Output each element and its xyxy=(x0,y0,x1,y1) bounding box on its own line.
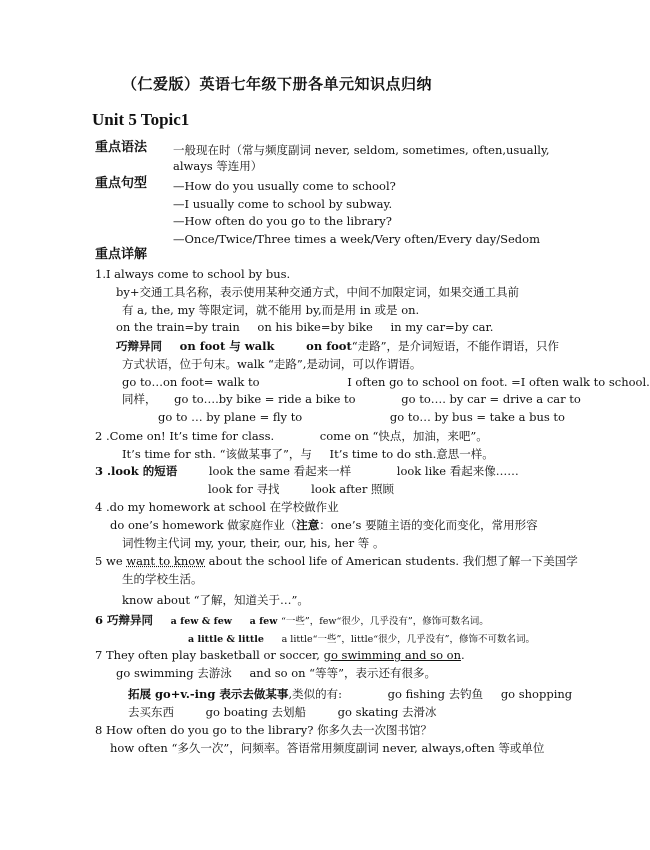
phrase-text: look after 照顾 xyxy=(311,482,394,496)
point-label: 3 .look 的短语 xyxy=(95,464,178,478)
point-5-line-2: 生的学校生活。 xyxy=(122,572,203,586)
key-phrase: want to know xyxy=(126,554,206,568)
compare-terms: a few & few xyxy=(170,616,232,627)
point-label: 6 巧辩异同 xyxy=(95,613,154,627)
key-phrase: go swimming and so on xyxy=(323,648,461,662)
compare-term: on foot xyxy=(306,339,352,353)
compare-text: a little“一些”，little“很少，几乎没有”，修饰不可数名词。 xyxy=(281,634,535,645)
phrase-text: go skating 去滑冰 xyxy=(337,705,437,719)
point-7-line-2 xyxy=(116,665,436,681)
point-7-line-1 xyxy=(95,647,465,663)
compare-text: “一些”，few“很少，几乎没有”，修饰可数名词。 xyxy=(281,616,489,627)
point-6-line-1 xyxy=(95,612,489,630)
extension-text: ,类似的有: xyxy=(288,687,342,701)
phrase-text: look for 寻找 xyxy=(208,482,280,496)
go-by-bike-line xyxy=(122,391,581,407)
point-2-line-1 xyxy=(95,428,488,444)
document-title: （仁爱版）英语七年级下册各单元知识点归纳 xyxy=(122,75,433,93)
point-1-examples xyxy=(116,319,493,335)
point-4-line-1: 4 .do my homework at school 在学校做作业 xyxy=(95,500,339,514)
details-heading: 重点详解 xyxy=(95,247,148,262)
compare-on-foot-walk xyxy=(116,338,559,354)
phrase-text: go fishing 去钓鱼 xyxy=(387,687,484,701)
explanation-text: ：one’s 要随主语的变化而变化，常用形容 xyxy=(319,518,538,532)
point-3-line-2 xyxy=(208,481,394,497)
phrase-text: go to… by bus = take a bus to xyxy=(389,410,565,424)
phrase-text: go boating 去划船 xyxy=(205,705,306,719)
point-5-line-3: know about “了解，知道关于…”。 xyxy=(122,593,309,607)
grammar-line-2: always 等连用） xyxy=(173,159,263,173)
example-text: in my car=by car. xyxy=(390,320,494,334)
point-2-line-2 xyxy=(122,446,494,462)
example-text: on his bike=by bike xyxy=(257,320,373,334)
phrase-text: look like 看起来像…… xyxy=(396,464,519,478)
sentence-item: —How do you usually come to school? xyxy=(173,179,396,193)
explanation-text: come on “快点，加油，来吧”。 xyxy=(319,429,488,443)
point-3-line-1 xyxy=(95,463,519,479)
point-7-extension xyxy=(128,686,572,702)
phrase-text: go swimming 去游泳 xyxy=(116,666,232,680)
point-6-line-2 xyxy=(188,630,535,648)
sentence-text: . xyxy=(460,648,465,662)
sentence-text: 7 They often play basketball or soccer, xyxy=(95,648,324,662)
explanation-text: do one’s homework 做家庭作业（ xyxy=(110,518,297,532)
sentence-item: —I usually come to school by subway. xyxy=(173,197,393,211)
phrase-text: go to…. by car = drive a car to xyxy=(401,392,581,406)
phrase-text: go to … by plane = fly to xyxy=(158,410,303,424)
phrase-text: look the same 看起来一样 xyxy=(208,464,352,478)
compare-term: a few xyxy=(249,616,278,627)
compare-line-2: 方式状语，位于句末。walk “走路”,是动词，可以作谓语。 xyxy=(122,357,422,371)
synonym-label: 同样， xyxy=(122,392,157,406)
compare-text: “走路”，是介词短语，不能作谓语，只作 xyxy=(351,339,560,353)
explanation-text: It’s time to do sth.意思一样。 xyxy=(329,447,494,461)
note-label: 注意 xyxy=(296,518,320,532)
point-1-line-2: by+交通工具名称，表示使用某种交通方式，中间不加限定词，如果交通工具前 xyxy=(116,285,519,299)
sentence-item: —Once/Twice/Three times a week/Very often/Every day/Sedom xyxy=(173,232,540,246)
sentences-heading: 重点句型 xyxy=(95,176,148,191)
compare-terms: on foot 与 walk xyxy=(179,339,275,353)
point-1-line-3: 有 a, the, my 等限定词，就不能用 by,而是用 in 或是 on. xyxy=(122,303,420,317)
sentence-text: about the school life of American students. 我们想了解一下美国学 xyxy=(205,554,578,568)
point-4-line-2 xyxy=(110,517,538,533)
phrase-text: go shopping xyxy=(500,687,573,701)
compare-terms: a little & little xyxy=(188,634,264,645)
phrase-text: go to….by bike = ride a bike to xyxy=(174,392,356,406)
sentence-item: —How often do you go to the library? xyxy=(173,214,392,228)
point-7-extension-line-2 xyxy=(128,704,437,720)
point-8-line-1: 8 How often do you go to the library? 你多久去一次图书馆？ xyxy=(95,723,433,737)
sentence-text: 2 .Come on! It’s time for class. xyxy=(95,429,275,443)
phrase-text: 去买东西 xyxy=(128,705,174,719)
phrase-text: go to…on foot= walk to xyxy=(122,375,260,389)
point-4-line-3: 词性物主代词 my, your, their, our, his, her 等 。 xyxy=(122,536,385,550)
go-on-foot-line xyxy=(122,374,650,390)
unit-heading: Unit 5 Topic1 xyxy=(92,110,190,129)
example-text: on the train=by train xyxy=(116,320,240,334)
explanation-text: and so on “等等”，表示还有很多。 xyxy=(249,666,436,680)
point-5-line-1 xyxy=(95,553,578,569)
sentence-text: 5 we xyxy=(95,554,127,568)
point-8-line-2: how often “多久一次”，问频率。答语常用频度副词 never, always,often 等或单位 xyxy=(110,741,545,755)
grammar-line-1: 一般现在时（常与频度副词 never, seldom, sometimes, often,usually, xyxy=(173,143,550,157)
extension-label: 拓展 go+v.-ing 表示去做某事 xyxy=(128,687,289,701)
compare-label: 巧辩异同 xyxy=(116,339,162,353)
explanation-text: It’s time for sth. “该做某事了”，与 xyxy=(122,447,312,461)
go-by-plane-line xyxy=(158,409,565,425)
grammar-heading: 重点语法 xyxy=(95,140,148,155)
point-1-line-1: 1.I always come to school by bus. xyxy=(95,267,291,281)
phrase-text: I often go to school on foot. =I often walk to school. xyxy=(347,375,650,389)
